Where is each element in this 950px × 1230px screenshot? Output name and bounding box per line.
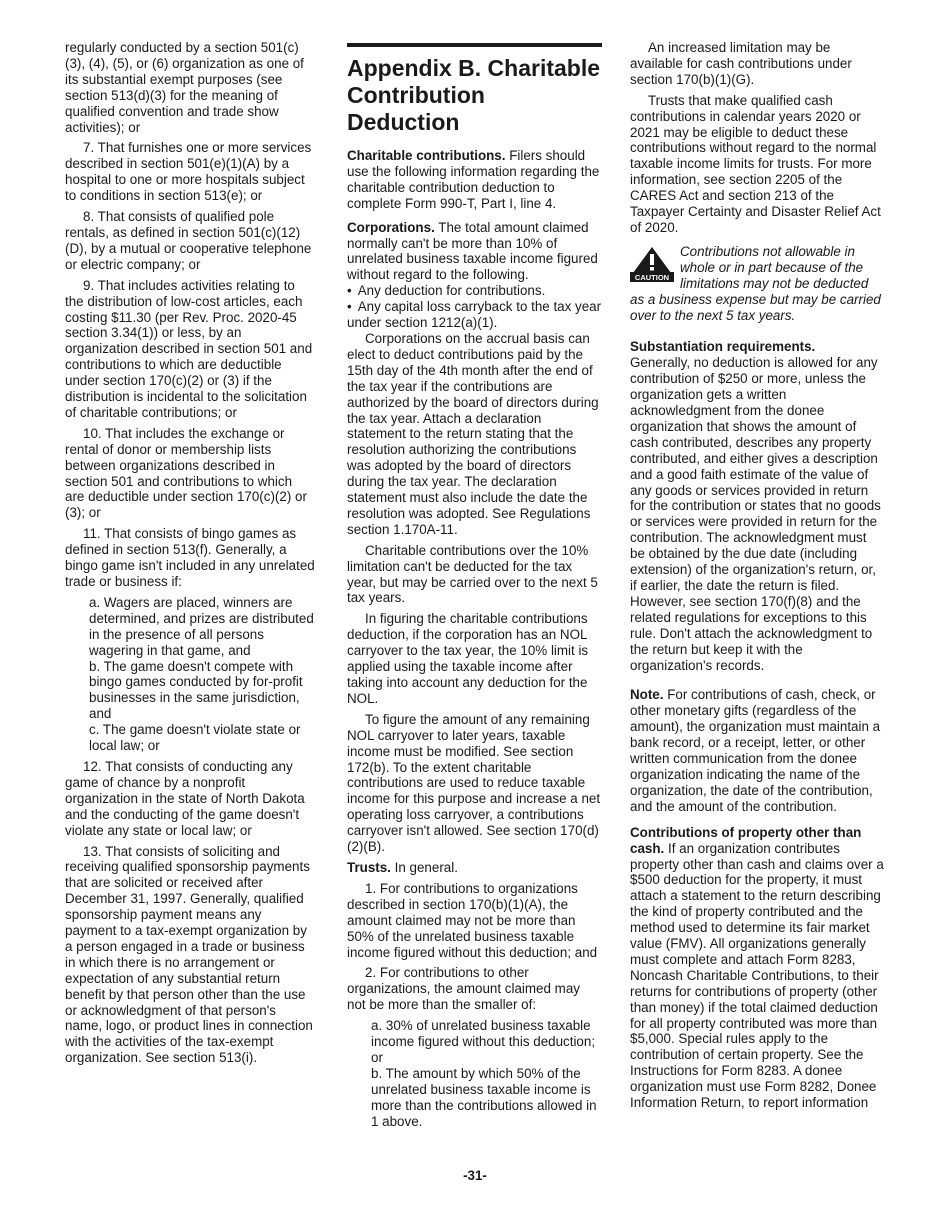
note-body: For contributions of cash, check, or other monetary gifts (regardless of the amount), the organization must maintain a bank record, or a receipt, letter, or other written communication from the donee organization indicating the name of the organization, the date of the contribution, and the amount of the contribution. [630, 687, 881, 814]
list-item-9: 9. That includes activities relating to the distribution of low-cost articles, each costing $11.30 (per Rev. Proc. 2020-45 section 3.34(1)) or less, by an organization described in section 501 and contributions to which are deductible under section 170(c)(2) or (3) if the distribution is incidental to the solicitation of charitable contributions; or [65, 277, 313, 420]
property-paragraph [630, 825, 885, 1111]
charitable-contributions-heading: Charitable contributions. [347, 148, 506, 163]
property-body: If an organization contributes property other than cash and claims over a $500 deduction for the property, it must attach a statement to the return describing the kind of property contributed and the method used to determine its fair market value (FMV). All organizations generally must complete and attach Form 8283, Noncash Charitable Contributions, to their returns for contributions of property (other than money) if the total claimed deduction for all property contributed was more than $5,000. Special rules apply to the contribution of certain property. See the Instructions for Form 8283. A donee organization must use Form 8282, Donee Information Return, to report information [630, 840, 884, 1111]
bingo-conditions [89, 595, 315, 754]
column-middle [347, 40, 602, 1129]
note-paragraph [630, 687, 885, 814]
accrual-paragraph: Corporations on the accrual basis can elect to deduct contributions paid by the 15th day of the 4th month after the end of the tax year if the contributions are authorized by the board of directors during the tax year. Attach a declaration statement to the return stating that the resolution authorizing the contributions was adopted by the board of directors during the tax year. The declaration statement must also include the date the resolution was adopted. See Regulations section 1.170A-11. [347, 330, 599, 537]
note-heading: Note. [630, 687, 664, 703]
trusts-paragraph [347, 860, 602, 876]
charitable-contributions-paragraph [347, 148, 602, 212]
trusts-2020-paragraph: Trusts that make qualified cash contributions in calendar years 2020 or 2021 may be eligible to deduct these contributions without regard to the normal taxable income limits for trusts. For more information, see section 2205 of the CARES Act and section 213 of the Taxpayer Certainty and Disaster Relief Act of 2020. [630, 92, 881, 235]
column-right [630, 40, 885, 1116]
corporations-body: The total amount claimed normally can't be more than 10% of unrelated business taxable income figured without regard to the following. [347, 219, 598, 283]
page-number: -31- [463, 1168, 487, 1183]
section-rule [347, 43, 602, 47]
substantiation-heading: Substantiation requirements. [630, 339, 816, 355]
charitable-contributions-body: Filers should use the following information regarding the charitable contribution deduction to complete Form 990-T, Part I, line 4. [347, 148, 600, 211]
paragraph: regularly conducted by a section 501(c)(3), (4), (5), or (6) organization as one of its substantial exempt purposes (see section 513(d)(3) for the meaning of qualified convention and trade show activities); or [65, 40, 304, 135]
nol-remaining-paragraph: To figure the amount of any remaining NOL carryover to later years, taxable income must be modified. See section 172(b). To the extent charitable contributions are used to reduce taxable income for this purpose and increase a net operating loss carryover, a contributions carryover isn't allowed. See section 170(d)(2)(B). [347, 711, 601, 855]
limitation-paragraph: Charitable contributions over the 10% limitation can't be deducted for the tax year, but may be carried over to the next 5 tax years. [347, 542, 598, 606]
trusts-heading: Trusts. [347, 859, 391, 875]
corporations-bullet-list [347, 283, 602, 331]
nol-paragraph: In figuring the charitable contributions deduction, if the corporation has an NOL carryover to the tax year, the 10% limit is applied using the taxable income after taking into account any deduction for the NOL. [347, 611, 589, 706]
bullet-item: • Any capital loss carryback to the tax year under section 1212(a)(1). [347, 299, 602, 331]
corporations-heading: Corporations. [347, 219, 435, 235]
list-item-7: 7. That furnishes one or more services described in section 501(e)(1)(A) by a hospital to one or more hospitals subject to conditions in section 513(e); or [65, 140, 312, 204]
trusts-body: In general. [394, 859, 458, 875]
corporations-paragraph [347, 220, 602, 284]
list-item-12: 12. That consists of conducting any game of chance by a nonprofit organization in the state of North Dakota and the conducting of the game doesn't violate any state or local law; or [65, 758, 305, 838]
list-item-8: 8. That consists of qualified pole rentals, as defined in section 501(c)(12)(D), by a mutual or cooperative telephone or electric company; or [65, 209, 312, 272]
trusts-item-1: 1. For contributions to organizations described in section 170(b)(1)(A), the amount claimed may not be more than 50% of the unrelated business taxable income figured without this deduction; and [347, 880, 598, 960]
substantiation-body: Generally, no deduction is allowed for any contribution of $250 or more, unless the organization gets a written acknowledgment from the donee organization that shows the amount of cash contributed, describes any property contributed, and either gives a description and a good faith estimate of the value of any goods or services provided in return for the contribution or states that no goods or services were provided in return for the contribution. The acknowledgment must be obtained by the due date (including extension) of the organization's return, or, if earlier, the date the return is filed. However, see section 170(f)(8) and the related regulations for exceptions to this rule. Don't attach the acknowledgment to the return but keep it with the organization's records. [630, 355, 881, 673]
bingo-condition-a: a. Wagers are placed, winners are determined, and prizes are distributed in the presence of all persons wagering in that game, and [89, 594, 314, 658]
appendix-title: Appendix B. Charitable Contribution Deduction [347, 55, 601, 135]
caution-note [630, 244, 885, 324]
caution-icon [630, 246, 674, 282]
list-item-11: 11. That consists of bingo games as defined in section 513(f). Generally, a bingo game isn't included in any unrelated trade or business if: [65, 526, 315, 589]
list-item-10: 10. That includes the exchange or rental of donor or membership lists between organizations described in section 501 and contributions to which are deductible under section 170(c)(2) or (3); or [65, 425, 307, 521]
caution-text: Contributions not allowable in whole or in part because of the limitations may not be deducted as a business expense but may be carried over to the next 5 tax years. [630, 243, 881, 323]
column-left [65, 40, 315, 1071]
bullet-item: • Any deduction for contributions. [347, 283, 602, 299]
bingo-condition-c: c. The game doesn't violate state or local law; or [89, 722, 301, 754]
substantiation-paragraph [630, 339, 885, 673]
caution-label: CAUTION [634, 272, 670, 282]
list-item-13: 13. That consists of soliciting and receiving qualified sponsorship payments that are solicited or received after December 31, 1997. Generally, qualified sponsorship payment means any payment to a tax-exempt organization by a person engaged in a trade or business in which there is no arrangement or expectation of any substantial return benefit by that person other than the use or acknowledgment of that person's name, logo, or product lines in connection with the activities of the tax-exempt organization. See section 513(i). [65, 843, 313, 1066]
trusts-subitems [371, 1018, 602, 1129]
trusts-subitem-b: b. The amount by which 50% of the unrelated business taxable income is more than the contributions allowed in 1 above. [371, 1065, 597, 1129]
property-heading: Contributions of property other than cash. [630, 824, 862, 856]
bingo-condition-b: b. The game doesn't compete with bingo games conducted by for-profit businesses in the same jurisdiction, and [89, 658, 303, 722]
trusts-subitem-a: a. 30% of unrelated business taxable income figured without this deduction; or [371, 1018, 596, 1065]
trusts-item-2: 2. For contributions to other organizations, the amount claimed may not be more than the smaller of: [347, 965, 580, 1013]
increased-limitation-paragraph: An increased limitation may be available for cash contributions under section 170(b)(1)(G). [630, 40, 852, 87]
